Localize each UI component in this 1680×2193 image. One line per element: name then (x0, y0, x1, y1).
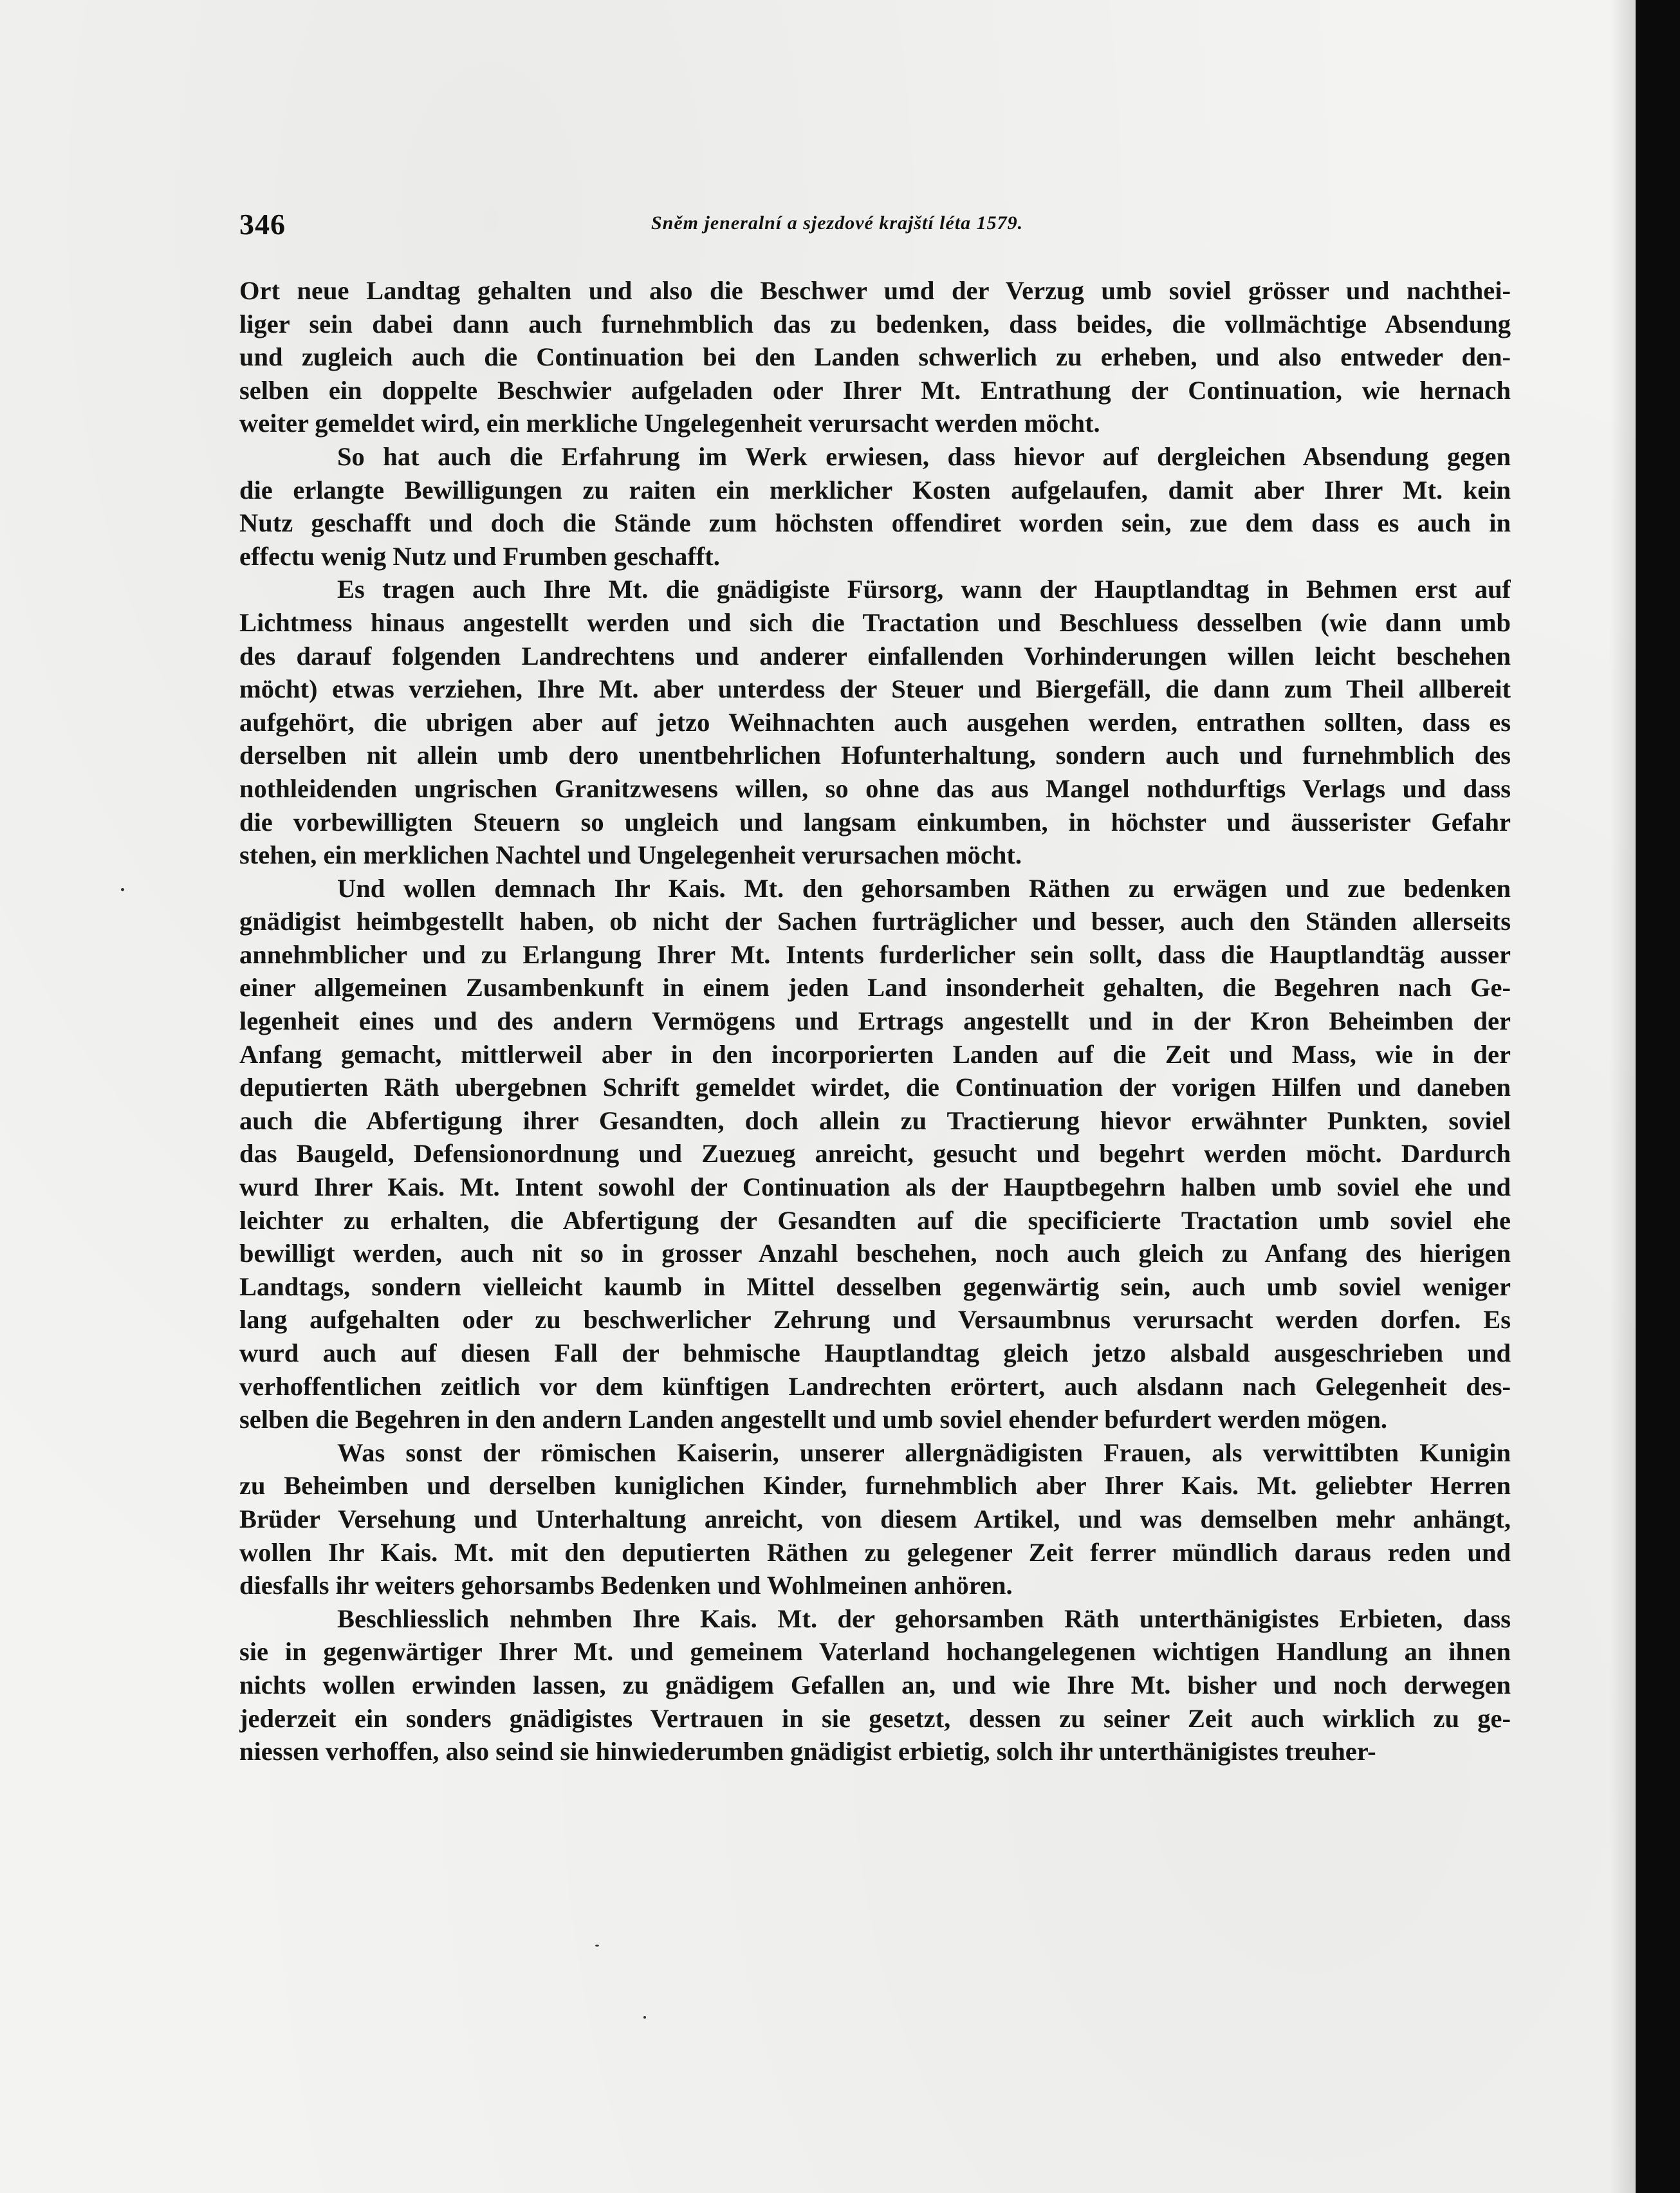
text-line: selben ein doppelte Beschwier aufgeladen oder Ihrer Mt. Entrathung der Continuation, wie hernach (239, 375, 1511, 405)
text-line: liger sein dabei dann auch furnehmblich das zu bedenken, dass beides, die vollmächtige Absendung (239, 309, 1511, 338)
text-line: So hat auch die Erfahrung im Werk erwiesen, dass hievor auf dergleichen Absendung gegen (337, 441, 1511, 471)
text-line: derselben nit allein umb dero unentbehrlichen Hofunterhaltung, sondern auch und furnehmblich des (239, 741, 1511, 770)
text-line: Und wollen demnach Ihr Kais. Mt. den gehorsamben Räthen zu erwägen und zue bedenken (337, 873, 1511, 903)
text-line: des darauf folgenden Landrechtens und anderer einfallenden Vorhinderungen willen leicht beschehen (239, 641, 1511, 671)
paragraph (239, 1436, 1511, 1602)
text-line: die vorbewilligten Steuern so ungleich und langsam einkumben, in höchster und äusserister Gefahr (239, 807, 1511, 837)
paragraph (239, 872, 1511, 1436)
text-line: und zugleich auch die Continuation bei den Landen schwerlich zu erheben, und also entweder den- (239, 342, 1511, 372)
text-line: nothleidenden ungrischen Granitzwesens willen, so ohne das aus Mangel nothdurftigs Verlags und dass (239, 773, 1511, 803)
text-line: diesfalls ihr weiters gehorsambs Bedenken und Wohlmeinen anhören. (239, 1571, 1013, 1600)
running-title: Sněm jeneralní a sjezdové krajští léta 1579. (651, 212, 1024, 234)
text-line: Landtags, sondern vielleicht kaumb in Mittel desselben gegenwärtig sein, auch umb soviel weniger (239, 1272, 1511, 1301)
print-speck (595, 1945, 599, 1947)
text-line: wollen Ihr Kais. Mt. mit den deputierten Räthen zu gelegener Zeit ferrer mündlich daraus reden und (239, 1537, 1511, 1567)
text-line: verhoffentlichen zeitlich vor dem künftigen Landrechten erörtert, auch alsdann nach Gelegenheit des- (239, 1371, 1511, 1401)
print-speck (643, 2016, 646, 2019)
print-speck (121, 888, 124, 891)
text-line: die erlangte Bewilligungen zu raiten ein merklicher Kosten aufgelaufen, damit aber Ihrer Mt. kein (239, 475, 1511, 504)
text-line: niessen verhoffen, also seind sie hinwiederumben gnädigist erbietig, solch ihr unterthänigistes treuher- (239, 1737, 1376, 1766)
text-line: Lichtmess hinaus angestellt werden und sich die Tractation und Beschluess desselben (wie dann umb (239, 607, 1511, 637)
paragraph (239, 1602, 1511, 1768)
text-line: Nutz geschafft und doch die Stände zum höchsten offendiret worden sein, zue dem dass es auch in (239, 508, 1511, 538)
text-line: aufgehört, die ubrigen aber auf jetzo Weihnachten auch ausgehen werden, entrathen sollten, dass es (239, 707, 1511, 737)
text-line: Es tragen auch Ihre Mt. die gnädigiste Fürsorg, wann der Hauptlandtag in Behmen erst auf (337, 575, 1511, 604)
text-line: annehmblicher und zu Erlangung Ihrer Mt. Intents furderlicher sein sollt, dass die Hauptlandtäg ausser (239, 939, 1511, 969)
text-line: deputierten Räth ubergebnen Schrift gemeldet wirdet, die Continuation der vorigen Hilfen und daneben (239, 1073, 1511, 1102)
text-line: effectu wenig Nutz und Frumben geschafft. (239, 541, 720, 571)
running-head (239, 207, 1511, 246)
text-line: legenheit eines und des andern Vermögens und Ertrags angestellt und in der Kron Beheimben der (239, 1006, 1511, 1036)
page-number: 346 (239, 208, 286, 241)
body-text (239, 274, 1511, 1768)
text-line: gnädigist heimbgestellt haben, ob nicht der Sachen furträglicher und besser, auch den Ständen allerseits (239, 907, 1511, 936)
text-line: leichter zu erhalten, die Abfertigung der Gesandten auf die specificierte Tractation umb soviel ehe (239, 1205, 1511, 1235)
text-line: Beschliesslich nehmben Ihre Kais. Mt. der gehorsamben Räth unterthänigistes Erbieten, dass (337, 1604, 1511, 1633)
text-line: stehen, ein merklichen Nachtel und Ungelegenheit verursachen möcht. (239, 840, 1022, 870)
text-line: weiter gemeldet wird, ein merkliche Ungelegenheit verursacht werden möcht. (239, 409, 1100, 438)
page-edge-shadow (1610, 0, 1636, 2193)
text-line: Anfang gemacht, mittlerweil aber in den incorporierten Landen auf die Zeit und Mass, wie in der (239, 1039, 1511, 1069)
text-line: auch die Abfertigung ihrer Gesandten, doch allein zu Tractierung hievor erwähnter Punkten, soviel (239, 1106, 1511, 1135)
paragraph (239, 573, 1511, 871)
text-line: sie in gegenwärtiger Ihrer Mt. und gemeinem Vaterland hochangelegenen wichtigen Handlung an ihnen (239, 1637, 1511, 1667)
text-line: wurd Ihrer Kais. Mt. Intent sowohl der Continuation als der Hauptbegehrn halben umb soviel ehe und (239, 1172, 1511, 1202)
paragraph (239, 440, 1511, 573)
text-line: wurd auch auf diesen Fall der behmische Hauptlandtag gleich jetzo alsbald ausgeschrieben und (239, 1338, 1511, 1367)
paragraph (239, 274, 1511, 440)
text-line: zu Beheimben und derselben kuniglichen Kinder, furnehmblich aber Ihrer Kais. Mt. geliebter Herren (239, 1471, 1511, 1501)
text-line: Was sonst der römischen Kaiserin, unserer allergnädigisten Frauen, als verwittibten Kunigin (337, 1438, 1511, 1467)
text-line: nichts wollen erwinden lassen, zu gnädigem Gefallen an, und wie Ihre Mt. bisher und noch derwegen (239, 1670, 1511, 1699)
text-line: selben die Begehren in den andern Landen angestellt und umb soviel ehender befurdert werden mögen. (239, 1405, 1387, 1434)
text-line: möcht) etwas verziehen, Ihre Mt. aber unterdess der Steuer und Biergefäll, die dann zum Theil allbereit (239, 674, 1511, 704)
text-line: lang aufgehalten oder zu beschwerlicher Zehrung und Versaumbnus verursacht werden dorfen. Es (239, 1305, 1511, 1335)
text-line: jederzeit ein sonders gnädigistes Vertrauen in sie gesetzt, dessen zu seiner Zeit auch wirklich zu ge- (239, 1703, 1511, 1733)
text-line: Ort neue Landtag gehalten und also die Beschwer umd der Verzug umb soviel grösser und nachthei- (239, 276, 1511, 305)
text-line: Brüder Versehung und Unterhaltung anreicht, von diesem Artikel, und was demselben mehr anhängt, (239, 1504, 1511, 1533)
text-line: einer allgemeinen Zusambenkunft in einem jeden Land insonderheit gehalten, die Begehren nach Ge- (239, 973, 1511, 1003)
text-line: das Baugeld, Defensionordnung und Zuezueg anreicht, gesucht und begehrt werden möcht. Dardurch (239, 1139, 1511, 1169)
text-line: bewilligt werden, auch nit so in grosser Anzahl beschehen, noch auch gleich zu Anfang des hierigen (239, 1239, 1511, 1268)
